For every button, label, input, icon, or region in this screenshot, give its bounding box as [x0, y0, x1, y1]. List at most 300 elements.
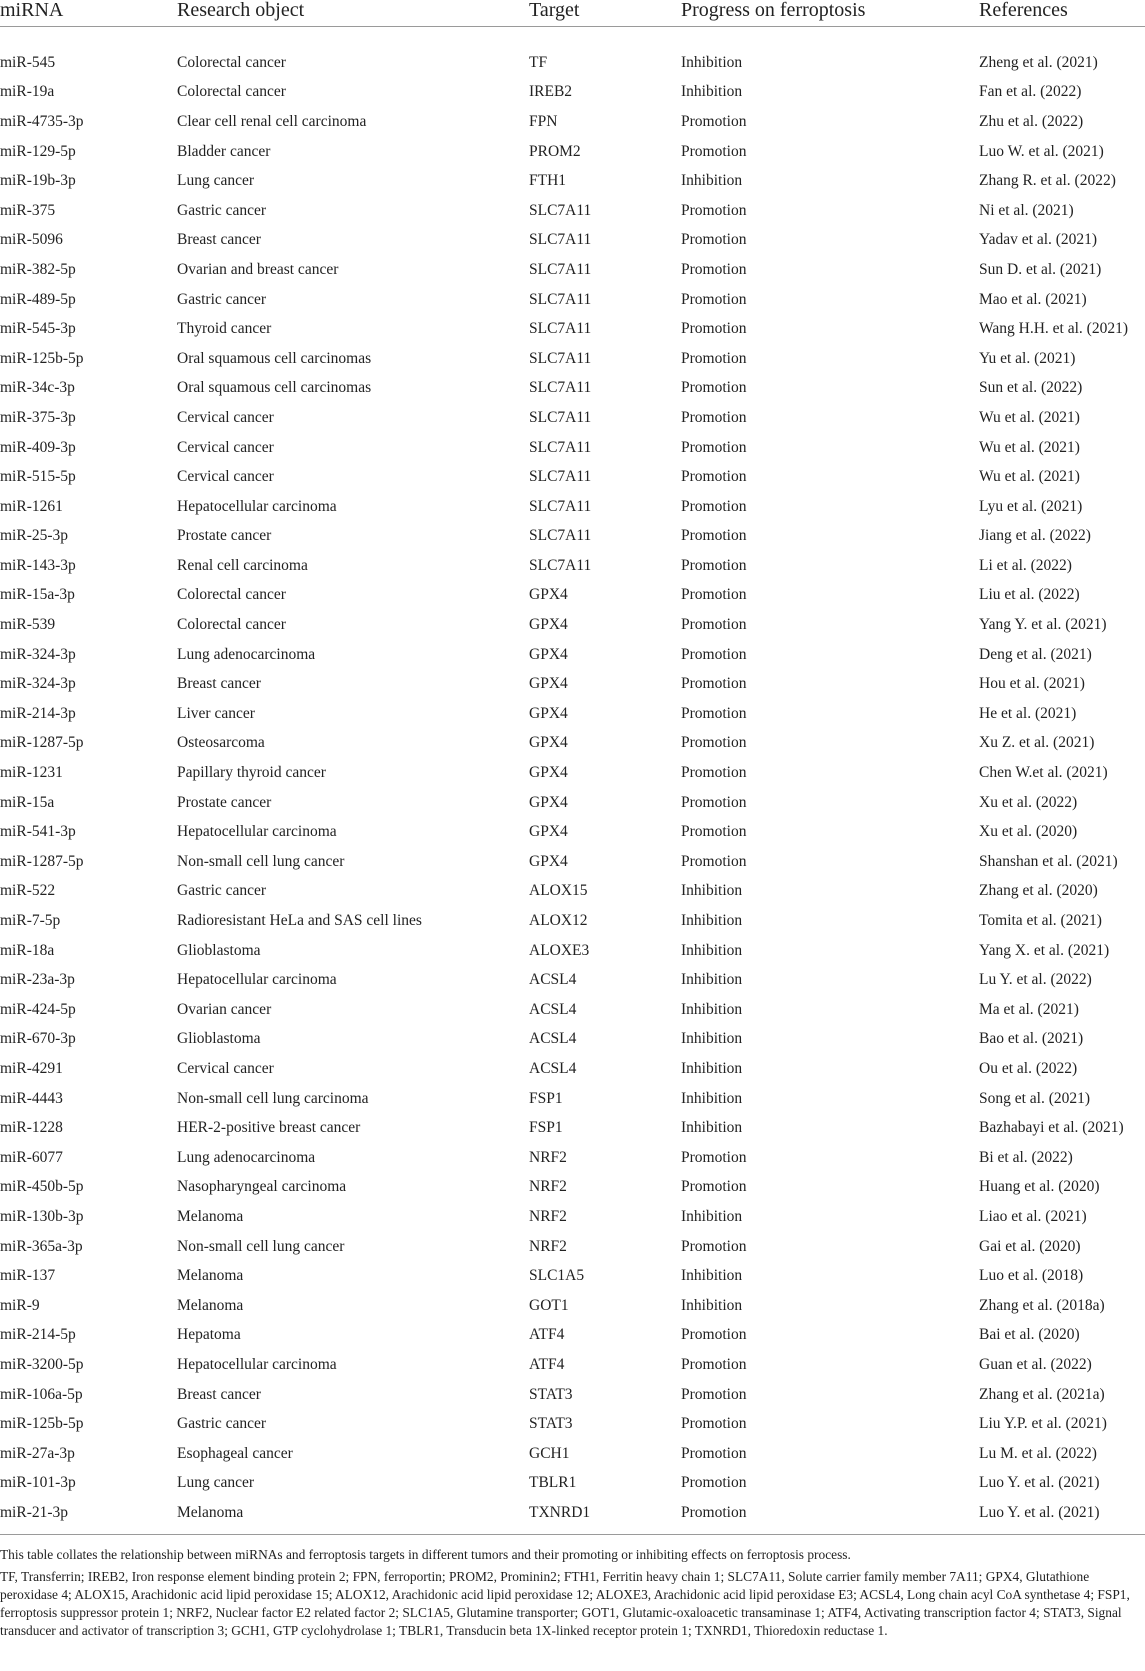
cell-progress: Promotion	[681, 852, 747, 870]
cell-reference: Zhang et al. (2018a)	[979, 1296, 1105, 1314]
cell-mirna: miR-541-3p	[0, 823, 76, 841]
cell-mirna: miR-125b-5p	[0, 349, 84, 367]
cell-research-object: Esophageal cancer	[177, 1444, 293, 1462]
cell-mirna: miR-4291	[0, 1059, 63, 1077]
cell-mirna: miR-6077	[0, 1148, 63, 1166]
cell-research-object: Melanoma	[177, 1503, 244, 1521]
table-row	[0, 344, 1145, 374]
cell-reference: Wu et al. (2021)	[979, 468, 1080, 486]
cell-target: SLC7A11	[529, 527, 592, 545]
cell-research-object: Colorectal cancer	[177, 586, 286, 604]
cell-reference: Luo Y. et al. (2021)	[979, 1503, 1100, 1521]
cell-progress: Inhibition	[681, 971, 743, 989]
cell-mirna: miR-130b-3p	[0, 1207, 84, 1225]
cell-target: GPX4	[529, 764, 568, 782]
cell-research-object: Renal cell carcinoma	[177, 556, 308, 574]
cell-mirna: miR-18a	[0, 941, 55, 959]
cell-target: TF	[529, 53, 548, 71]
cell-target: STAT3	[529, 1415, 573, 1433]
cell-research-object: Melanoma	[177, 1267, 244, 1285]
table-row	[0, 936, 1145, 966]
cell-target: ACSL4	[529, 1030, 577, 1048]
cell-mirna: miR-4443	[0, 1089, 63, 1107]
cell-reference: Ma et al. (2021)	[979, 1000, 1079, 1018]
cell-reference: Zhang et al. (2021a)	[979, 1385, 1105, 1403]
cell-research-object: Gastric cancer	[177, 882, 267, 900]
cell-reference: Bi et al. (2022)	[979, 1148, 1073, 1166]
cell-research-object: Non-small cell lung cancer	[177, 852, 345, 870]
cell-reference: Deng et al. (2021)	[979, 645, 1092, 663]
cell-reference: Mao et al. (2021)	[979, 290, 1087, 308]
table-row	[0, 1232, 1145, 1262]
cell-reference: Wu et al. (2021)	[979, 438, 1080, 456]
cell-mirna: miR-324-3p	[0, 675, 76, 693]
cell-research-object: Hepatoma	[177, 1326, 241, 1344]
table-row	[0, 995, 1145, 1025]
cell-progress: Promotion	[681, 1444, 747, 1462]
table-row	[0, 433, 1145, 463]
cell-research-object: Breast cancer	[177, 231, 261, 249]
cell-progress: Promotion	[681, 349, 747, 367]
cell-reference: Ni et al. (2021)	[979, 201, 1074, 219]
table-row	[0, 699, 1145, 729]
cell-mirna: miR-670-3p	[0, 1030, 76, 1048]
cell-reference: Hou et al. (2021)	[979, 675, 1085, 693]
cell-research-object: Lung cancer	[177, 172, 255, 190]
cell-progress: Inhibition	[681, 912, 743, 930]
cell-target: GPX4	[529, 675, 568, 693]
table-row	[0, 107, 1145, 137]
cell-mirna: miR-450b-5p	[0, 1178, 84, 1196]
cell-mirna: miR-1231	[0, 764, 63, 782]
cell-mirna: miR-125b-5p	[0, 1415, 84, 1433]
cell-progress: Promotion	[681, 1326, 747, 1344]
table-row	[0, 1498, 1145, 1528]
cell-mirna: miR-424-5p	[0, 1000, 76, 1018]
table-row	[0, 166, 1145, 196]
cell-reference: Bazhabayi et al. (2021)	[979, 1119, 1124, 1137]
cell-research-object: Osteosarcoma	[177, 734, 265, 752]
cell-reference: Sun D. et al. (2021)	[979, 260, 1102, 278]
cell-target: ALOXE3	[529, 941, 590, 959]
cell-reference: Yang X. et al. (2021)	[979, 941, 1110, 959]
cell-progress: Promotion	[681, 320, 747, 338]
cell-progress: Inhibition	[681, 1267, 743, 1285]
cell-research-object: Lung adenocarcinoma	[177, 645, 316, 663]
table-row	[0, 581, 1145, 611]
abbreviations-note: TF, Transferrin; IREB2, Iron response element binding protein 2; FPN, ferroportin; PROM2, Prominin2; FTH1, Ferritin heavy chain 1; SLC7A11, Solute carrier family member 7A11; GPX4, Glutathione peroxidase 4; ALOX15, Arachidonic acid lipid peroxidase 15; ALOX12, Arachidonic acid lipid peroxidase 12; ALOXE3, Arachidonic acid lipid peroxidase E3; ACSL4, Long chain acyl CoA synthetase 4; FSP1, ferroptosis suppressor protein 1; NRF2, Nuclear factor E2 related factor 2; SLC1A5, Glutamine transporter; GOT1, Glutamic-oxaloacetic transaminase 1; ATF4, Activating transcription factor 4; STAT3, Signal transducer and activator of transcription 3; GCH1, GTP cyclohydrolase 1; TBLR1, Transducin beta 1X-linked receptor protein 1; TXNRD1, Thioredoxin reductase 1.	[0, 1569, 1130, 1638]
cell-reference: Zhang R. et al. (2022)	[979, 172, 1116, 190]
cell-research-object: Ovarian cancer	[177, 1000, 272, 1018]
cell-target: SLC7A11	[529, 408, 592, 426]
cell-research-object: Lung cancer	[177, 1474, 255, 1492]
table-row	[0, 1439, 1145, 1469]
cell-reference: He et al. (2021)	[979, 704, 1077, 722]
cell-progress: Promotion	[681, 1178, 747, 1196]
cell-research-object: Bladder cancer	[177, 142, 271, 160]
cell-reference: Liao et al. (2021)	[979, 1207, 1087, 1225]
table-row	[0, 1202, 1145, 1232]
cell-mirna: miR-25-3p	[0, 527, 69, 545]
cell-reference: Zhu et al. (2022)	[979, 112, 1084, 130]
header-research-object: Research object	[177, 0, 529, 27]
cell-target: GPX4	[529, 823, 568, 841]
cell-progress: Promotion	[681, 497, 747, 515]
cell-target: SLC7A11	[529, 201, 592, 219]
cell-target: GPX4	[529, 852, 568, 870]
table-row	[0, 196, 1145, 226]
table-row	[0, 522, 1145, 552]
cell-target: NRF2	[529, 1237, 567, 1255]
table-body	[0, 48, 1145, 1534]
table-row	[0, 1261, 1145, 1291]
cell-reference: Sun et al. (2022)	[979, 379, 1083, 397]
table-caption-note: This table collates the relationship between miRNAs and ferroptosis targets in different tumors and their promoting or inhibiting effects on ferroptosis process.	[0, 1547, 851, 1562]
cell-research-object: Hepatocellular carcinoma	[177, 823, 337, 841]
cell-reference: Yadav et al. (2021)	[979, 231, 1098, 249]
cell-reference: Liu et al. (2022)	[979, 586, 1080, 604]
cell-target: SLC7A11	[529, 438, 592, 456]
cell-target: FTH1	[529, 172, 567, 190]
cell-mirna: miR-409-3p	[0, 438, 76, 456]
cell-research-object: Oral squamous cell carcinomas	[177, 379, 372, 397]
cell-progress: Promotion	[681, 408, 747, 426]
cell-progress: Inhibition	[681, 53, 743, 71]
cell-target: ATF4	[529, 1355, 565, 1373]
cell-progress: Promotion	[681, 527, 747, 545]
table-row	[0, 551, 1145, 581]
cell-research-object: Cervical cancer	[177, 1059, 274, 1077]
cell-target: TBLR1	[529, 1474, 577, 1492]
cell-mirna: miR-4735-3p	[0, 112, 84, 130]
cell-target: SLC7A11	[529, 497, 592, 515]
cell-progress: Promotion	[681, 201, 747, 219]
cell-research-object: Colorectal cancer	[177, 53, 286, 71]
cell-progress: Promotion	[681, 231, 747, 249]
table-row	[0, 374, 1145, 404]
cell-target: SLC7A11	[529, 231, 592, 249]
header-references: References	[979, 0, 1145, 27]
cell-progress: Inhibition	[681, 1296, 743, 1314]
table-header	[0, 0, 1145, 48]
cell-mirna: miR-214-3p	[0, 704, 76, 722]
cell-mirna: miR-214-5p	[0, 1326, 76, 1344]
cell-progress: Inhibition	[681, 1000, 743, 1018]
cell-progress: Promotion	[681, 1237, 747, 1255]
cell-reference: Guan et al. (2022)	[979, 1355, 1092, 1373]
cell-reference: Fan et al. (2022)	[979, 83, 1082, 101]
cell-mirna: miR-324-3p	[0, 645, 76, 663]
cell-reference: Luo W. et al. (2021)	[979, 142, 1104, 160]
cell-mirna: miR-539	[0, 616, 56, 634]
table-row	[0, 226, 1145, 256]
cell-progress: Promotion	[681, 290, 747, 308]
cell-target: ATF4	[529, 1326, 565, 1344]
cell-research-object: Breast cancer	[177, 1385, 261, 1403]
cell-progress: Inhibition	[681, 1059, 743, 1077]
cell-reference: Yang Y. et al. (2021)	[979, 616, 1107, 634]
cell-target: GPX4	[529, 645, 568, 663]
header-row	[0, 0, 1145, 27]
cell-reference: Bai et al. (2020)	[979, 1326, 1080, 1344]
cell-mirna: miR-129-5p	[0, 142, 76, 160]
cell-mirna: miR-1287-5p	[0, 734, 84, 752]
cell-mirna: miR-143-3p	[0, 556, 76, 574]
table-row	[0, 847, 1145, 877]
cell-research-object: Nasopharyngeal carcinoma	[177, 1178, 347, 1196]
cell-mirna: miR-106a-5p	[0, 1385, 83, 1403]
table-row	[0, 906, 1145, 936]
cell-target: ALOX12	[529, 912, 588, 930]
cell-progress: Promotion	[681, 1148, 747, 1166]
cell-research-object: Ovarian and breast cancer	[177, 260, 339, 278]
cell-reference: Ou et al. (2022)	[979, 1059, 1078, 1077]
cell-mirna: miR-489-5p	[0, 290, 76, 308]
cell-target: GPX4	[529, 586, 568, 604]
cell-mirna: miR-375	[0, 201, 56, 219]
cell-target: FPN	[529, 112, 558, 130]
cell-reference: Zhang et al. (2020)	[979, 882, 1098, 900]
cell-mirna: miR-15a-3p	[0, 586, 75, 604]
cell-target: GPX4	[529, 734, 568, 752]
cell-progress: Promotion	[681, 142, 747, 160]
cell-research-object: Breast cancer	[177, 675, 261, 693]
cell-progress: Promotion	[681, 1385, 747, 1403]
cell-target: SLC7A11	[529, 320, 592, 338]
table-row	[0, 1350, 1145, 1380]
cell-target: GCH1	[529, 1444, 570, 1462]
cell-progress: Promotion	[681, 556, 747, 574]
table-row	[0, 965, 1145, 995]
cell-progress: Promotion	[681, 645, 747, 663]
cell-progress: Inhibition	[681, 882, 743, 900]
cell-mirna: miR-382-5p	[0, 260, 76, 278]
cell-research-object: Gastric cancer	[177, 201, 267, 219]
table-row	[0, 255, 1145, 285]
cell-target: ACSL4	[529, 971, 577, 989]
cell-progress: Promotion	[681, 764, 747, 782]
cell-mirna: miR-365a-3p	[0, 1237, 83, 1255]
cell-research-object: Cervical cancer	[177, 408, 274, 426]
cell-target: SLC7A11	[529, 260, 592, 278]
cell-mirna: miR-27a-3p	[0, 1444, 75, 1462]
cell-mirna: miR-3200-5p	[0, 1355, 84, 1373]
cell-reference: Huang et al. (2020)	[979, 1178, 1100, 1196]
cell-research-object: Cervical cancer	[177, 438, 274, 456]
cell-research-object: Liver cancer	[177, 704, 255, 722]
cell-progress: Promotion	[681, 438, 747, 456]
cell-research-object: HER-2-positive breast cancer	[177, 1119, 361, 1137]
cell-research-object: Hepatocellular carcinoma	[177, 971, 337, 989]
cell-mirna: miR-515-5p	[0, 468, 76, 486]
cell-target: ACSL4	[529, 1000, 577, 1018]
cell-target: SLC7A11	[529, 556, 592, 574]
cell-target: STAT3	[529, 1385, 573, 1403]
cell-progress: Promotion	[681, 616, 747, 634]
table-row	[0, 610, 1145, 640]
table-row	[0, 1291, 1145, 1321]
table-row	[0, 137, 1145, 167]
cell-progress: Promotion	[681, 823, 747, 841]
cell-progress: Promotion	[681, 1355, 747, 1373]
cell-mirna: miR-522	[0, 882, 56, 900]
cell-research-object: Glioblastoma	[177, 941, 261, 959]
cell-reference: Zheng et al. (2021)	[979, 53, 1098, 71]
cell-progress: Promotion	[681, 793, 747, 811]
cell-mirna: miR-375-3p	[0, 408, 76, 426]
cell-research-object: Glioblastoma	[177, 1030, 261, 1048]
table-row	[0, 1054, 1145, 1084]
cell-research-object: Clear cell renal cell carcinoma	[177, 112, 367, 130]
cell-mirna: miR-19b-3p	[0, 172, 76, 190]
table-footnotes	[0, 1546, 1140, 1644]
cell-progress: Promotion	[681, 675, 747, 693]
cell-progress: Promotion	[681, 112, 747, 130]
header-progress: Progress on ferroptosis	[681, 0, 979, 27]
table-row	[0, 285, 1145, 315]
cell-research-object: Papillary thyroid cancer	[177, 764, 326, 782]
cell-research-object: Non-small cell lung cancer	[177, 1237, 345, 1255]
cell-target: FSP1	[529, 1119, 563, 1137]
cell-mirna: miR-101-3p	[0, 1474, 76, 1492]
cell-reference: Song et al. (2021)	[979, 1089, 1091, 1107]
table-row	[0, 403, 1145, 433]
table-row	[0, 729, 1145, 759]
cell-research-object: Hepatocellular carcinoma	[177, 497, 337, 515]
cell-research-object: Gastric cancer	[177, 1415, 267, 1433]
cell-target: NRF2	[529, 1148, 567, 1166]
cell-research-object: Hepatocellular carcinoma	[177, 1355, 337, 1373]
cell-reference: Chen W.et al. (2021)	[979, 764, 1108, 782]
cell-target: IREB2	[529, 83, 573, 101]
cell-progress: Promotion	[681, 468, 747, 486]
cell-progress: Inhibition	[681, 1119, 743, 1137]
cell-progress: Promotion	[681, 1415, 747, 1433]
cell-mirna: miR-545	[0, 53, 56, 71]
table-row	[0, 640, 1145, 670]
cell-research-object: Oral squamous cell carcinomas	[177, 349, 372, 367]
cell-reference: Xu Z. et al. (2021)	[979, 734, 1095, 752]
cell-progress: Inhibition	[681, 1030, 743, 1048]
table-row	[0, 314, 1145, 344]
cell-target: NRF2	[529, 1178, 567, 1196]
cell-progress: Promotion	[681, 1474, 747, 1492]
cell-mirna: miR-1261	[0, 497, 63, 515]
cell-progress: Promotion	[681, 734, 747, 752]
table-row	[0, 1173, 1145, 1203]
cell-research-object: Cervical cancer	[177, 468, 274, 486]
table-row	[0, 492, 1145, 522]
cell-target: PROM2	[529, 142, 581, 160]
cell-research-object: Prostate cancer	[177, 527, 272, 545]
cell-research-object: Melanoma	[177, 1296, 244, 1314]
header-spacer	[0, 27, 1145, 49]
cell-mirna: miR-19a	[0, 83, 55, 101]
table-row	[0, 48, 1145, 78]
cell-mirna: miR-5096	[0, 231, 63, 249]
cell-mirna: miR-545-3p	[0, 320, 76, 338]
cell-reference: Liu Y.P. et al. (2021)	[979, 1415, 1107, 1433]
cell-reference: Gai et al. (2020)	[979, 1237, 1081, 1255]
header-mirna: miRNA	[0, 0, 177, 27]
cell-research-object: Lung adenocarcinoma	[177, 1148, 316, 1166]
cell-reference: Wu et al. (2021)	[979, 408, 1080, 426]
cell-research-object: Melanoma	[177, 1207, 244, 1225]
cell-target: GPX4	[529, 793, 568, 811]
cell-reference: Xu et al. (2022)	[979, 793, 1078, 811]
cell-target: SLC7A11	[529, 290, 592, 308]
cell-reference: Tomita et al. (2021)	[979, 912, 1102, 930]
table-row	[0, 1321, 1145, 1351]
cell-progress: Promotion	[681, 1503, 747, 1521]
cell-reference: Lyu et al. (2021)	[979, 497, 1083, 515]
cell-reference: Lu M. et al. (2022)	[979, 1444, 1097, 1462]
cell-progress: Inhibition	[681, 83, 743, 101]
cell-mirna: miR-34c-3p	[0, 379, 75, 397]
cell-mirna: miR-9	[0, 1296, 40, 1314]
cell-mirna: miR-23a-3p	[0, 971, 75, 989]
table-row	[0, 1143, 1145, 1173]
cell-reference: Wang H.H. et al. (2021)	[979, 320, 1128, 338]
cell-reference: Luo Y. et al. (2021)	[979, 1474, 1100, 1492]
table-row	[0, 1113, 1145, 1143]
table-row	[0, 1409, 1145, 1439]
cell-progress: Promotion	[681, 704, 747, 722]
cell-target: NRF2	[529, 1207, 567, 1225]
cell-progress: Inhibition	[681, 1089, 743, 1107]
cell-research-object: Thyroid cancer	[177, 320, 272, 338]
cell-mirna: miR-7-5p	[0, 912, 61, 930]
cell-research-object: Non-small cell lung carcinoma	[177, 1089, 369, 1107]
cell-target: FSP1	[529, 1089, 563, 1107]
header-target: Target	[529, 0, 681, 27]
cell-research-object: Gastric cancer	[177, 290, 267, 308]
cell-target: ACSL4	[529, 1059, 577, 1077]
cell-progress: Promotion	[681, 379, 747, 397]
cell-research-object: Colorectal cancer	[177, 83, 286, 101]
cell-research-object: Prostate cancer	[177, 793, 272, 811]
table-row	[0, 758, 1145, 788]
cell-target: GPX4	[529, 704, 568, 722]
cell-target: GPX4	[529, 616, 568, 634]
table-row	[0, 1469, 1145, 1499]
cell-target: ALOX15	[529, 882, 588, 900]
cell-mirna: miR-1228	[0, 1119, 63, 1137]
cell-reference: Shanshan et al. (2021)	[979, 852, 1118, 870]
cell-reference: Lu Y. et al. (2022)	[979, 971, 1092, 989]
table-row	[0, 1380, 1145, 1410]
cell-progress: Promotion	[681, 260, 747, 278]
cell-target: TXNRD1	[529, 1503, 591, 1521]
cell-progress: Inhibition	[681, 172, 743, 190]
cell-reference: Yu et al. (2021)	[979, 349, 1076, 367]
cell-target: SLC7A11	[529, 349, 592, 367]
cell-mirna: miR-1287-5p	[0, 852, 84, 870]
table-row	[0, 1084, 1145, 1114]
cell-reference: Li et al. (2022)	[979, 556, 1072, 574]
table-row	[0, 669, 1145, 699]
cell-reference: Xu et al. (2020)	[979, 823, 1078, 841]
cell-progress: Promotion	[681, 586, 747, 604]
table-row	[0, 788, 1145, 818]
cell-target: SLC7A11	[529, 468, 592, 486]
cell-progress: Inhibition	[681, 1207, 743, 1225]
cell-target: SLC1A5	[529, 1267, 585, 1285]
cell-progress: Inhibition	[681, 941, 743, 959]
table-row	[0, 78, 1145, 108]
table-row	[0, 817, 1145, 847]
cell-reference: Luo et al. (2018)	[979, 1267, 1084, 1285]
